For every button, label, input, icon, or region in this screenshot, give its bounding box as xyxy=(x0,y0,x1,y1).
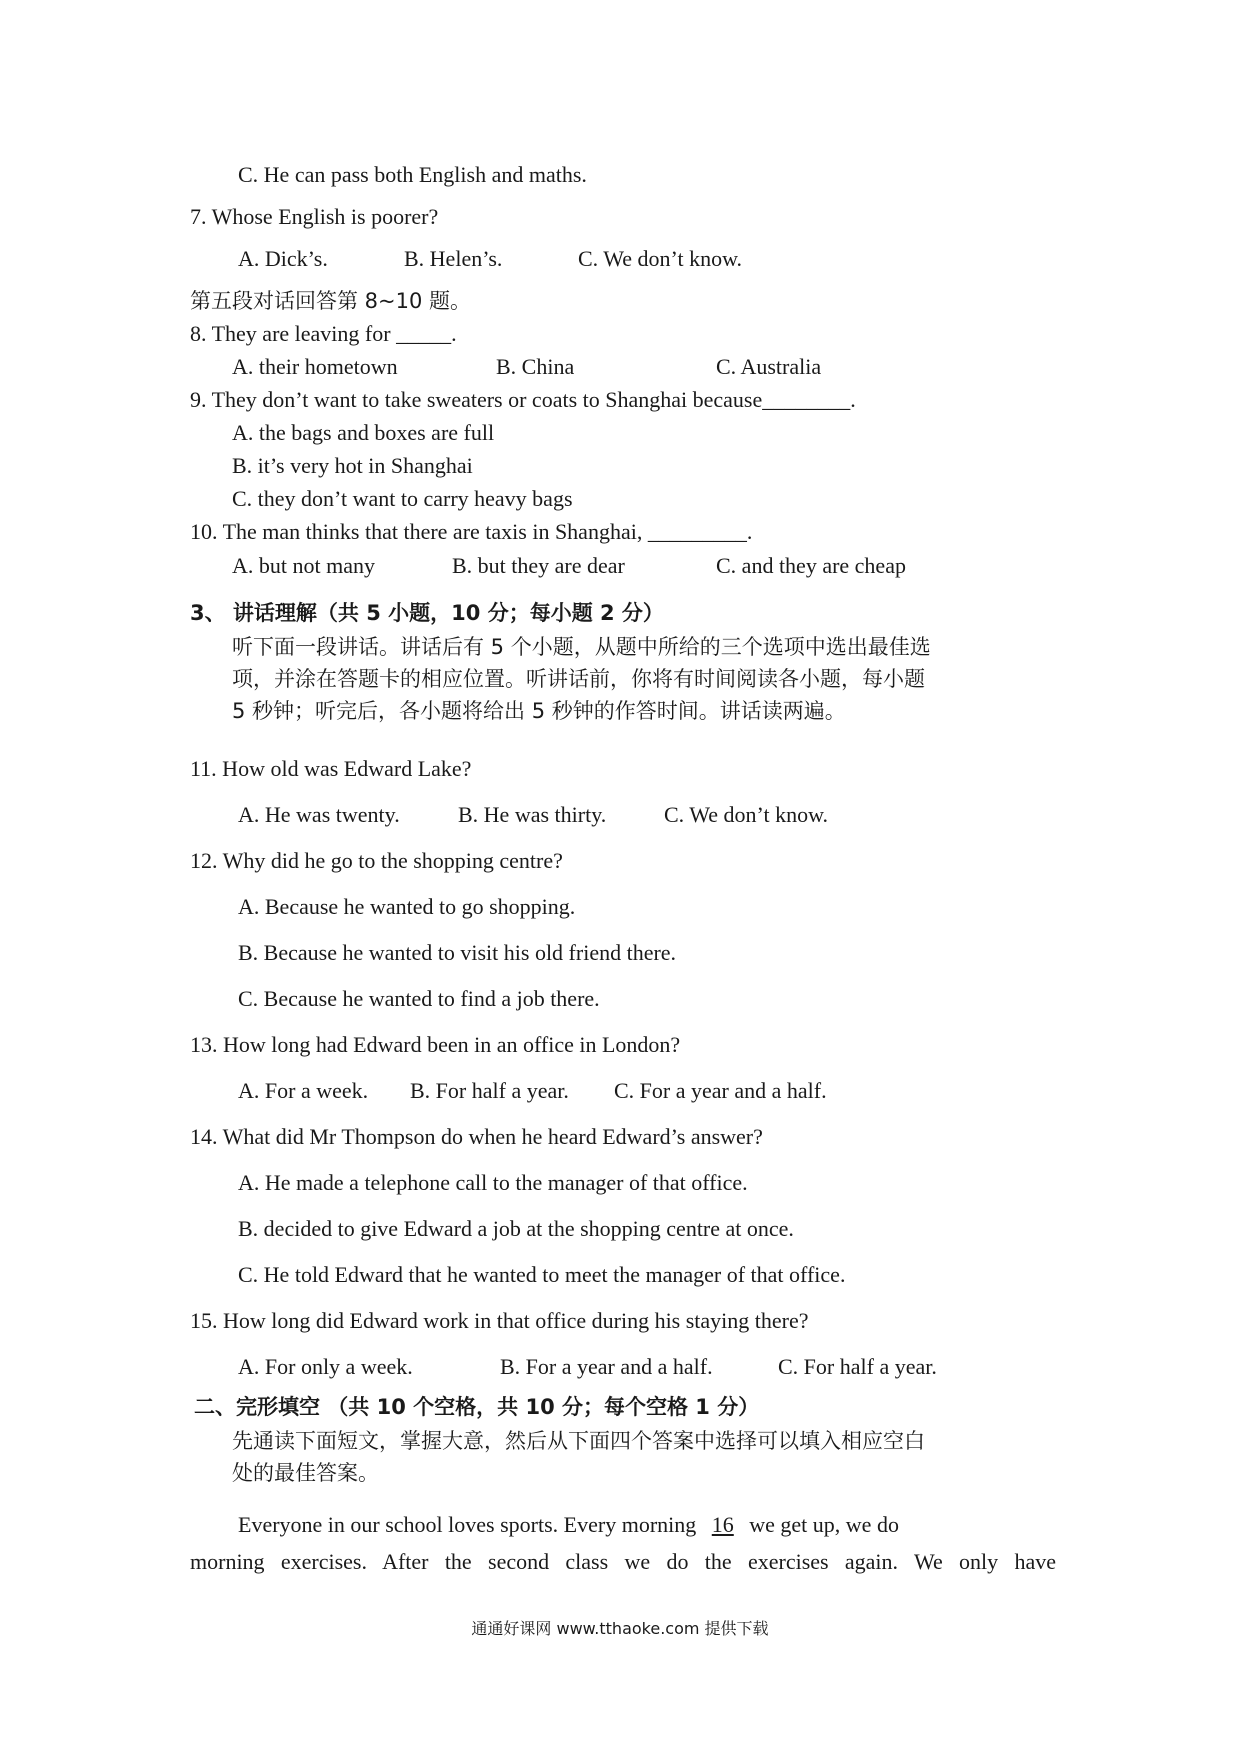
part2-instruction-line1: 先通读下面短文，掌握大意，然后从下面四个答案中选择可以填入相应空白 xyxy=(232,1429,925,1453)
q14-option-b: B. decided to give Edward a job at the shopping centre at once. xyxy=(238,1216,794,1241)
q10-option-b: B. but they are dear xyxy=(452,553,625,578)
q9-option-a: A. the bags and boxes are full xyxy=(232,420,495,445)
passage-line2: morning exercises. After the second class we do the exercises again. We only have xyxy=(190,1549,1056,1574)
q7-option-a: A. Dick’s. xyxy=(238,246,328,271)
passage-line1 xyxy=(238,1510,899,1540)
q9-option-c: C. they don’t want to carry heavy bags xyxy=(232,486,573,511)
q12-option-b: B. Because he wanted to visit his old friend there. xyxy=(238,940,677,965)
part2-heading: 二、完形填空 （共 10 个空格，共 10 分；每个空格 1 分） xyxy=(194,1395,760,1419)
q7-option-c: C. We don’t know. xyxy=(578,246,743,271)
cloze-blank-16: 16 xyxy=(711,1512,734,1537)
q7-question: 7. Whose English is poorer? xyxy=(190,204,439,229)
q13-question: 13. How long had Edward been in an office in London? xyxy=(190,1032,681,1057)
q15-option-c: C. For half a year. xyxy=(778,1354,937,1379)
passage-line1-before: Everyone in our school loves sports. Every morning xyxy=(238,1512,697,1537)
q11-option-c: C. We don’t know. xyxy=(664,802,829,827)
q10-question: 10. The man thinks that there are taxis in Shanghai, _________. xyxy=(190,519,753,544)
q9-question: 9. They don’t want to take sweaters or coats to Shanghai because________. xyxy=(190,387,856,412)
section3-instruction-line1: 听下面一段讲话。讲话后有 5 个小题，从题中所给的三个选项中选出最佳选 xyxy=(232,635,931,659)
q15-option-a: A. For only a week. xyxy=(238,1354,413,1379)
q14-option-a: A. He made a telephone call to the manager of that office. xyxy=(238,1170,748,1195)
q8-option-c: C. Australia xyxy=(716,354,822,379)
q8-option-b: B. China xyxy=(496,354,575,379)
q11-option-a: A. He was twenty. xyxy=(238,802,400,827)
q13-option-a: A. For a week. xyxy=(238,1078,369,1103)
q15-option-b: B. For a year and a half. xyxy=(500,1354,713,1379)
q9-option-b: B. it’s very hot in Shanghai xyxy=(232,453,473,478)
passage-line1-after: we get up, we do xyxy=(749,1512,899,1537)
q14-question: 14. What did Mr Thompson do when he heard Edward’s answer? xyxy=(190,1124,763,1149)
q11-question: 11. How old was Edward Lake? xyxy=(190,756,472,781)
q6-option-c: C. He can pass both English and maths. xyxy=(238,162,587,187)
section3-instruction-line2: 项，并涂在答题卡的相应位置。听讲话前，你将有时间阅读各小题，每小题 xyxy=(232,667,925,691)
dialogue5-intro: 第五段对话回答第 8~10 题。 xyxy=(190,289,472,313)
q10-option-c: C. and they are cheap xyxy=(716,553,906,578)
q12-option-a: A. Because he wanted to go shopping. xyxy=(238,894,576,919)
q10-option-a: A. but not many xyxy=(232,553,375,578)
q11-option-b: B. He was thirty. xyxy=(458,802,607,827)
q13-option-b: B. For half a year. xyxy=(410,1078,569,1103)
q12-question: 12. Why did he go to the shopping centre? xyxy=(190,848,563,873)
section3-instruction-line3: 5 秒钟；听完后，各小题将给出 5 秒钟的作答时间。讲话读两遍。 xyxy=(232,699,846,723)
section3-heading: 3、 讲话理解（共 5 小题，10 分；每小题 2 分） xyxy=(190,601,664,625)
q14-option-c: C. He told Edward that he wanted to meet the manager of that office. xyxy=(238,1262,846,1287)
q7-option-b: B. Helen’s. xyxy=(404,246,503,271)
q15-question: 15. How long did Edward work in that office during his staying there? xyxy=(190,1308,809,1333)
q13-option-c: C. For a year and a half. xyxy=(614,1078,827,1103)
q8-question: 8. They are leaving for _____. xyxy=(190,321,457,346)
q8-option-a: A. their hometown xyxy=(232,354,398,379)
part2-instruction-line2: 处的最佳答案。 xyxy=(232,1461,379,1485)
q12-option-c: C. Because he wanted to find a job there. xyxy=(238,986,600,1011)
page-footer: 通通好课网 www.tthaoke.com 提供下载 xyxy=(471,1619,769,1638)
